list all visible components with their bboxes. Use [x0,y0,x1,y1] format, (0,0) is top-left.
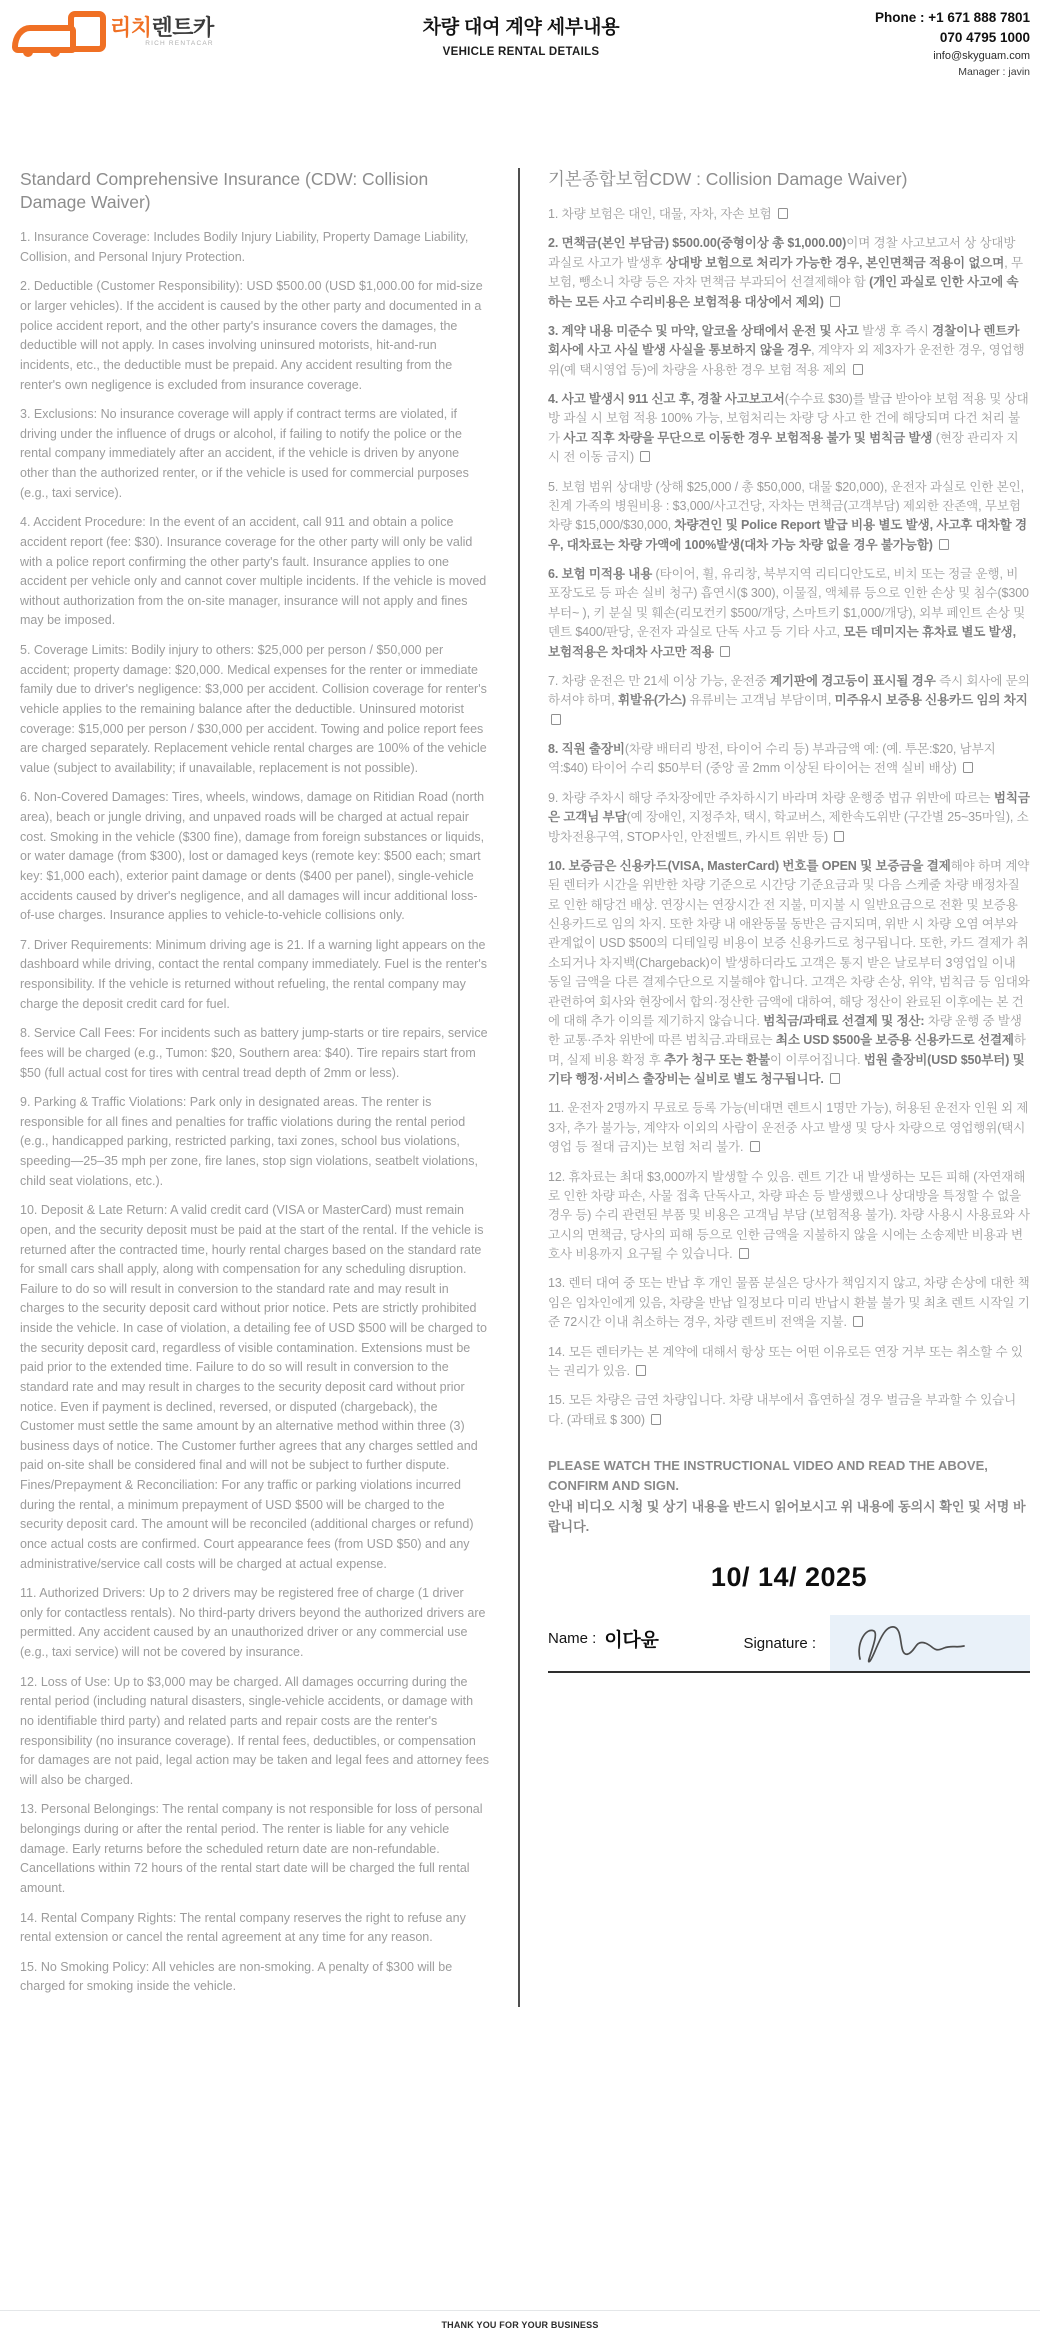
name-field [548,1625,743,1662]
terms-paragraph: 11. Authorized Drivers: Up to 2 drivers may be registered free of charge (1 driver only for contactless rentals). No third-party drivers beyond the authorized drivers are permitted. Any accident caused by an unauthorized driver or any commercial use (e.g., taxi service) will not be covered by insurance. [20,1586,486,1660]
terms-paragraph-ko: 12. 휴차료는 최대 $3,000까지 발생할 수 있음. 렌트 기간 내 발생하는 모든 피해 (자연재해로 인한 차량 파손, 사물 접촉 단독사고, 차량 파손 등 발생했으나 상대방을 특정할 수 없을 경우 등) 수리 관련된 부품 및 비용은 고객님 부담 (보험적용 불가). 차량 사용시 사용료와 사고시의 면책금, 당사의 피해 등으로 인한 금액을 지불하지 않을 시에는 소송제반 비용과 변호사 비용까지 요구될 수 있습니다. [548,1169,1030,1262]
terms-paragraph: 12. Loss of Use: Up to $3,000 may be charged. All damages occurring during the rental period (including natural disasters, single-vehicle accidents, or damage with no identifiable third party) and related parts and repair costs are the renter's responsibility (no insurance coverage). If rental fees, deductibles, or compensation for damages are not paid, legal action may be taken and legal fees and attorney fees will also be charged. [20,1674,490,1787]
checkbox-icon[interactable] [834,831,844,842]
confirm-notice-en: PLEASE WATCH THE INSTRUCTIONAL VIDEO AND READ THE ABOVE, CONFIRM AND SIGN. [548,1458,988,1493]
header [12,8,1030,78]
terms-paragraph: 8. Service Call Fees: For incidents such as battery jump-starts or tire repairs, service fees will be charged (e.g., Tumon: $20, Southern area: $40). Tire repairs start from $50 (full actual cost for tires with central tread depth of 2mm or less). [20,1026,488,1080]
checkbox-icon[interactable] [636,1365,646,1376]
terms-paragraph: 4. Accident Procedure: In the event of an accident, call 911 and obtain a police accident report (fee: $30). Insurance coverage for the other party will only be valid with a police report confirming the other party's fault. Insurance applies to one accident per vehicle only and cannot cover multiple incidents. If the vehicle is moved without authorization from the on-site manager, insurance will not apply and fines may be imposed. [20,515,487,628]
checkbox-icon[interactable] [739,1248,749,1259]
terms-paragraph: 3. Exclusions: No insurance coverage will apply if contract terms are violated, if driving under the influence of drugs or alcohol, if failing to notify the police or the rental company immediately after an accident, if the vehicle is driven by anyone other than the authorized renter, or if the vehicle is used for commercial purposes (e.g., taxi service). [20,407,469,500]
checkbox-icon[interactable] [551,714,561,725]
page-title-ko: 차량 대여 계약 세부내용 [422,17,620,38]
signature-label: Signature : [743,1634,816,1652]
terms-paragraph: 6. Non-Covered Damages: Tires, wheels, windows, damage on Ritidian Road (north area), beach or jungle driving, and unpaved roads will be charged at actual repair cost. Smoking in the vehicle ($300 fine), damage from foreign substances or liquids, or water damage (from $300), lost or damaged keys (remote key: $500 each; smart key: $1,000 each), exterior paint damage or dents ($400 per panel), single-vehicle accidents caused by driver's negligence, and all damages will incur additional loss-of-use charges. Insurance applies to vehicle-to-vehicle collisions only. [20,790,485,923]
checkbox-icon[interactable] [963,762,973,773]
terms-paragraph: 9. Parking & Traffic Violations: Park only in designated areas. The renter is responsible for all fines and penalties for traffic violations during the rental period (e.g., handicapped parking, restricted parking, taxi zones, school bus violations, speeding—25–35 mph per zone, fire lanes, stop sign violations, seatbelt violations, child seat violations, etc.). [20,1095,478,1188]
checkbox-icon[interactable] [830,1073,840,1084]
terms-paragraph: 14. Rental Company Rights: The rental company reserves the right to refuse any rental extension or cancel the rental agreement at any time for any reason. [20,1910,466,1945]
terms-paragraph: 7. Driver Requirements: Minimum driving age is 21. If a warning light appears on the dashboard while driving, contact the rental company immediately. Fuel is the renter's responsibility. If the vehicle is returned without refueling, the rental company may charge the deposit credit card for fuel. [20,937,487,1011]
terms-paragraph-ko: 10. 보증금은 신용카드(VISA, MasterCard) 번호를 OPEN 및 보증금을 결제해야 하며 계약된 렌터카 시간을 위반한 차량 기준으로 시간당 기준요금과 및 다음 스케줄 차량 배정차질로 인한 해당건 배상. 연장시는 연장시간 전 지불, 미지불 시 일반요금으로 전환 및 보증용 신용카드로 임의 차지. 또한 차량 내 애완동물 동반은 금지되며, 위반 시 차량 오염 여부와 관계없이 USD $500의 디테일링 비용이 보증 신용카드로 청구됩니다. 또한, 카드 결제가 취소되거나 차지백(Chargeback)이 발생하더라도 고객은 통지 받은 날로부터 3영업일 이내 동일 금액을 다른 결제수단으로 지불해야 합니다. 고객은 차량 손상, 위약, 범칙금 등 임대와 관련하여 회사와 현장에서 합의·정산한 금액에 대하여, 해당 정산이 완료된 이후에는 본 건에 대해 추가 이의를 제기하지 않습니다. 범칙금/과태료 선결제 및 정산: 차량 운행 중 발생한 교통·주차 위반에 따른 범칙금.과태료는 최소 USD $500을 보증용 신용카드로 선결제하며, 실제 비용 확정 후 추가 청구 또는 환불이 이루어집니다. 법원 출장비(USD $50부터) 및 기타 행정·서비스 출장비는 실비로 별도 청구됩니다. [548,858,1030,1087]
document-title [423,12,620,58]
name-label: Name : [548,1629,597,1647]
signature-row [548,1615,1030,1673]
english-terms-column [20,168,490,2007]
terms-paragraph: 10. Deposit & Late Return: A valid credit card (VISA or MasterCard) must remain open, and the security deposit must be paid at the start of the rental. If the vehicle is returned after the contracted time, hourly rental charges based on the standard rate for small cars shall apply, along with compensation for any scheduling disruption. Failure to do so will result in conversion to the standard rate and may result in charges to the security deposit card without prior notice. Pets are strictly prohibited inside the vehicle. In case of violation, a detailing fee of USD $500 will be charged to the security deposit card, regardless of visible contamination. Extensions must be paid prior to the extended time. Failure to do so will result in conversion to the standard rate and may result in charges to the security deposit card without prior notice. Even if payment is declined, reversed, or disputed (chargeback), the Customer must settle the same amount by an alternative method within three (3) business days of notice. The Customer further agrees that any charges settled and paid on-site shall be considered final and will not be subject to further dispute. Fines/Prepayment & Reconciliation: For any traffic or parking violations incurred during the rental, a minimum prepayment of USD $500 will be charged to the security deposit card. The amount will be reconciled (additional charges or refund) once actual costs are confirmed. Court appearance fees (from USD $50) and any administrative/service call costs will be charged at actual expense. [20,1203,487,1571]
terms-paragraph-ko: 7. 차량 운전은 만 21세 이상 가능, 운전중 계기판에 경고등이 표시될 경우 즉시 회사에 문의 하셔야 하며, 휘발유(가스) 유류비는 고객님 부담이며, 미주유시 보증용 신용카드 임의 차지 [548,672,1030,730]
renter-name: 이다윤 [604,1629,659,1651]
terms-paragraph-ko: 6. 보험 미적용 내용 (타이어, 휠, 유리창, 북부지역 리티디안도로, 비치 또는 정글 운행, 비포장도로 등 파손 실비 청구) 흡연시($ 300), 이물질, 액체류 등으로 인한 손상 및 침수($300부터~ ), 키 분실 및 훼손(리모컨키 $500/개당, 스마트키 $1,000/개당), 외부 페인트 손상 및 덴트 $400/판당, 운전자 과실로 단독 사고 등 기타 사고, 모든 데미지는 휴차료 별도 발생, 보험적용은 차대차 사고만 적용 [548,567,1029,659]
terms-paragraph-ko: 5. 보험 범위 상대방 (상해 $25,000 / 총 $50,000, 대물 $20,000), 운전자 과실로 인한 본인, 친계 가족의 병원비용 : $3,000/사고건당, 자차는 면책금(고객부담) 제외한 잔존액, 무보험차량 $15,000/$30,000, 차량견인 및 Police Report 발급 비용 별도 발생, 사고후 대차할 경우, 대차료는 차량 가액에 100%발생(대차 가능 차량 없을 경우 불가능함) [548,479,1027,552]
signature-pad[interactable] [830,1615,1030,1671]
footer [0,2310,1040,2337]
terms-paragraph-ko: 9. 차량 주차시 해당 주차장에만 주차하시기 바라며 차량 운행중 법규 위반에 따르는 범칙금은 고객님 부담(예 장애인, 지정주차, 택시, 학교버스, 제한속도위반 (구간별 25~35마일), 소방차전용구역, STOP사인, 안전벨트, 카시트 위반 등) [548,790,1030,844]
footer-thanks-text: THANK YOU FOR YOUR BUSINESS [441,2320,599,2330]
page-title-en: VEHICLE RENTAL DETAILS [442,46,600,58]
korean-paragraph-list [548,205,1030,1430]
terms-paragraph-ko: 4. 사고 발생시 911 신고 후, 경찰 사고보고서(수수료 $30)를 발급 받아야 보험 적용 및 상대방 과실 시 보험 적용 100% 가능, 보험처리는 차량 당 사고 한 건에 해당되며 다건 처리 불가 사고 직후 차량을 무단으로 이동한 경우 보험적용 불가 및 범칙금 발생 (현장 관리자 지시 전 이동 금지) [548,392,1029,465]
english-paragraph-list [20,228,490,1997]
checkbox-icon[interactable] [778,208,788,219]
phone-number-1: Phone : +1 671 888 7801 [875,10,1030,25]
signature-scribble-icon [830,1615,1030,1671]
terms-paragraph-ko: 14. 모든 렌터카는 본 계약에 대해서 항상 또는 어떤 이유로든 연장 거부 또는 취소할 수 있는 권리가 있음. [548,1344,1023,1378]
terms-paragraph: 5. Coverage Limits: Bodily injury to others: $25,000 per person / $50,000 per accident; property damage: $20,000. Medical expenses for the renter or immediate family due to driver's negligence: $3,000 per accident. Collision coverage for renter's vehicle applies to the remaining balance after the deductible. Uninsured motorist coverage: $15,000 per person / $30,000 per accident. Towing and police report fees are charged separately. Replacement vehicle rental charges are 100% of the vehicle value (subject to availability; if unavailable, replacement is not possible). [20,643,487,775]
terms-paragraph-ko: 2. 면책금(본인 부담금) $500.00(중형이상 총 $1,000.00)이며 경찰 사고보고서 상 상대방 과실로 사고가 발생후 상대방 보험으로 처리가 가능한 경우, 본인면책금 적용이 없으며, 무보험, 뺑소니 차량 등은 자차 면책금 부과되어 선결제해야 함 (개인 과실로 인한 사고에 속하는 모든 사고 수리비용은 보험적용 대상에서 제외) [548,236,1023,309]
terms-paragraph: 2. Deductible (Customer Responsibility): USD $500.00 (USD $1,000.00 for mid-size or larger vehicles). If the accident is caused by the other party and documented in a police accident report, and the other party's insurance covers the damages, the deductible will not apply. In cases involving uninsured motorists, hit-and-run incidents, etc., the deductible must be prepaid. Any accident resulting from the renter's own negligence is excluded from insurance coverage. [20,279,483,392]
terms-paragraph-ko: 15. 모든 차량은 금연 차량입니다. 차량 내부에서 흡연하실 경우 벌금을 부과할 수 있습니다. (과태료 $ 300) [548,1393,1017,1427]
manager-name: Manager : javin [958,65,1030,78]
checkbox-icon[interactable] [651,1414,661,1425]
terms-paragraph-ko: 11. 운전자 2명까지 무료로 등록 가능(비대면 렌트시 1명만 가능), 허용된 운전자 인원 외 제3자, 추가 불가능, 계약자 이외의 사람이 운전중 사고 발생 및 당사 차량으로 영업행위(택시영업 등 절대 금지)는 보험 처리 불가. [548,1101,1029,1155]
terms-paragraph: 1. Insurance Coverage: Includes Bodily Injury Liability, Property Damage Liability, Collision, and Personal Injury Protection. [20,230,469,264]
korean-terms-column [548,168,1030,2007]
english-section-heading: Standard Comprehensive Insurance (CDW: Collision Damage Waiver) [20,169,429,213]
terms-paragraph-ko: 1. 차량 보험은 대인, 대물, 자차, 자손 보험 [548,205,1030,224]
checkbox-icon[interactable] [830,296,840,307]
terms-paragraph: 13. Personal Belongings: The rental company is not responsible for loss of personal belongings during or after the rental period. The renter is liable for any vehicle damage. Early returns before the scheduled return date are non-refundable. Cancellations within 72 hours of the rental start date will be charged the full rental amount. [20,1802,483,1895]
column-divider [518,168,520,2007]
logo-text [110,16,214,47]
checkbox-icon[interactable] [853,1316,863,1327]
checkbox-icon[interactable] [939,539,949,550]
korean-section-heading: 기본종합보험CDW : Collision Damage Waiver) [548,169,908,189]
checkbox-icon[interactable] [720,646,730,657]
checkbox-icon[interactable] [750,1141,760,1152]
confirm-notice-ko: 안내 비디오 시청 및 상기 내용을 반드시 읽어보시고 위 내용에 동의시 확인 및 서명 바랍니다. [548,1499,1026,1534]
terms-paragraph-ko: 8. 직원 출장비(차량 배터리 방전, 타이어 수리 등) 부과금액 예: (예. 투몬:$20, 남부지역:$40) 타이어 수리 $50부터 (중앙 골 2mm 이상된 타이어는 전액 실비 배상) [548,742,996,776]
terms-content [0,168,1030,2007]
logo-subtitle: RICH RENTACAR [145,40,214,48]
phone-number-2: 070 4795 1000 [939,29,1030,45]
terms-paragraph: 15. No Smoking Policy: All vehicles are non-smoking. A penalty of $300 will be charged for smoking inside the vehicle. [20,1959,453,1994]
logo-text-rest: 렌트카 [151,15,214,40]
logo-text-accent: 리치 [110,15,152,40]
company-logo [12,10,214,62]
terms-paragraph-ko: 3. 계약 내용 미준수 및 마약, 알코올 상태에서 운전 및 사고 발생 후 즉시 경찰이나 렌트카 회사에 사고 사실 발생 사실을 통보하지 않을 경우, 계약자 외 제3자가 운전한 경우, 영업행위(예 택시영업 등)에 차량을 사용한 경우 보험 적용 제외 [548,323,1025,377]
contact-info [875,8,1030,80]
checkbox-icon[interactable] [853,364,863,375]
contract-date: 10/ 14/ 2025 [710,1562,868,1593]
terms-paragraph-ko: 13. 렌터 대여 중 또는 반납 후 개인 물품 분실은 당사가 책임지지 않고, 차량 손상에 대한 책임은 임차인에게 있음, 차량을 반납 일정보다 미리 반납시 환불 불가 및 최초 렌트 시작일 기준 72시간 이내 취소하는 경우, 차량 렌트비 전액을 지불. [548,1276,1030,1330]
truck-icon [12,10,108,62]
email-address: info@skyguam.com [933,50,1030,63]
checkbox-icon[interactable] [640,451,650,462]
